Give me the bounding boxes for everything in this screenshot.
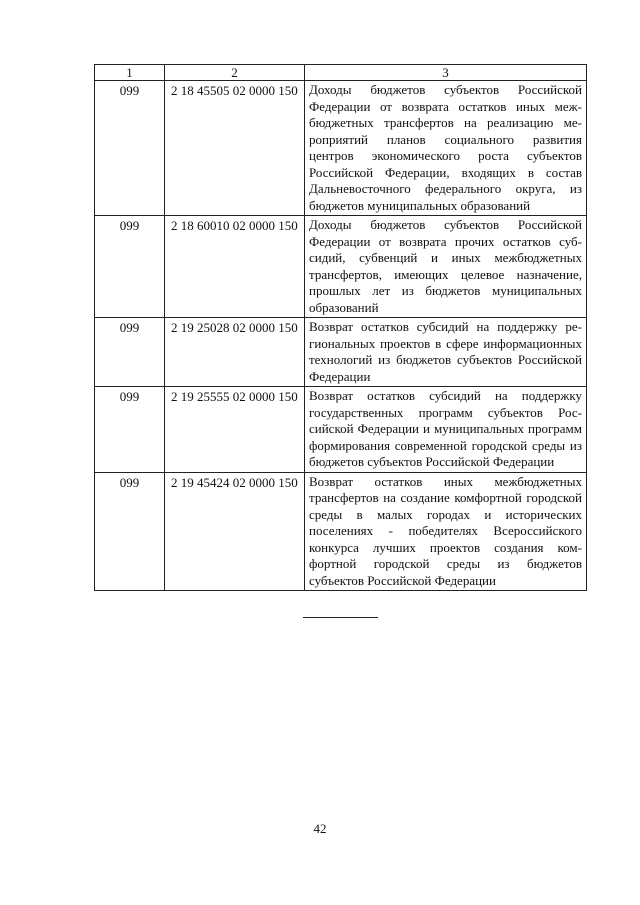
description-cell: Доходы бюджетов субъектов Российской Федерации от возврата остатков иных межбюджетных трансфертов на реализацию мероприятий планов социального развития центров экономического роста субъектов Российской Федерации, входящих в состав Дальневосточного федерального округа, из бюджетов муниципальных образований (305, 81, 587, 216)
table-row (95, 387, 587, 473)
description-cell: Доходы бюджетов субъектов Российской Федерации от возврата прочих остатков субсидий, субвенций и иных межбюджетных трансфертов, имеющих целевое назначение, прошлых лет из бюджетов муниципальных образований (305, 216, 587, 318)
table-row (95, 472, 587, 591)
description-cell: Возврат остатков иных межбюджетных трансфертов на создание комфортной городской среды в малых городах и исторических поселениях - победителях Всероссийского конкурса лучших проектов создания комфортной городской среды из бюджетов субъектов Российской Федерации (305, 472, 587, 591)
column-header-2: 2 (165, 65, 305, 81)
column-header-1: 1 (95, 65, 165, 81)
admin-code-cell: 099 (95, 472, 165, 591)
column-header-3: 3 (305, 65, 587, 81)
budget-code-cell: 2 19 25555 02 0000 150 (165, 387, 305, 473)
description-cell: Возврат остатков субсидий на поддержку государственных программ субъектов Российской Федерации и муниципальных программ формирования современной городской среды из бюджетов субъектов Российской Федерации (305, 387, 587, 473)
table-header-row (95, 65, 587, 81)
end-of-table-separator (303, 617, 378, 618)
table-row (95, 216, 587, 318)
admin-code-cell: 099 (95, 216, 165, 318)
table-body (95, 81, 587, 591)
budget-code-cell: 2 18 60010 02 0000 150 (165, 216, 305, 318)
budget-code-cell: 2 19 45424 02 0000 150 (165, 472, 305, 591)
admin-code-cell: 099 (95, 318, 165, 387)
budget-code-cell: 2 19 25028 02 0000 150 (165, 318, 305, 387)
budget-codes-table (94, 64, 587, 591)
description-cell: Возврат остатков субсидий на поддержку региональных проектов в сфере информационных технологий из бюджетов субъектов Российской Федерации (305, 318, 587, 387)
page-number: 42 (313, 821, 327, 836)
table-row (95, 81, 587, 216)
admin-code-cell: 099 (95, 81, 165, 216)
budget-code-cell: 2 18 45505 02 0000 150 (165, 81, 305, 216)
table-row (95, 318, 587, 387)
admin-code-cell: 099 (95, 387, 165, 473)
table-header (95, 65, 587, 81)
